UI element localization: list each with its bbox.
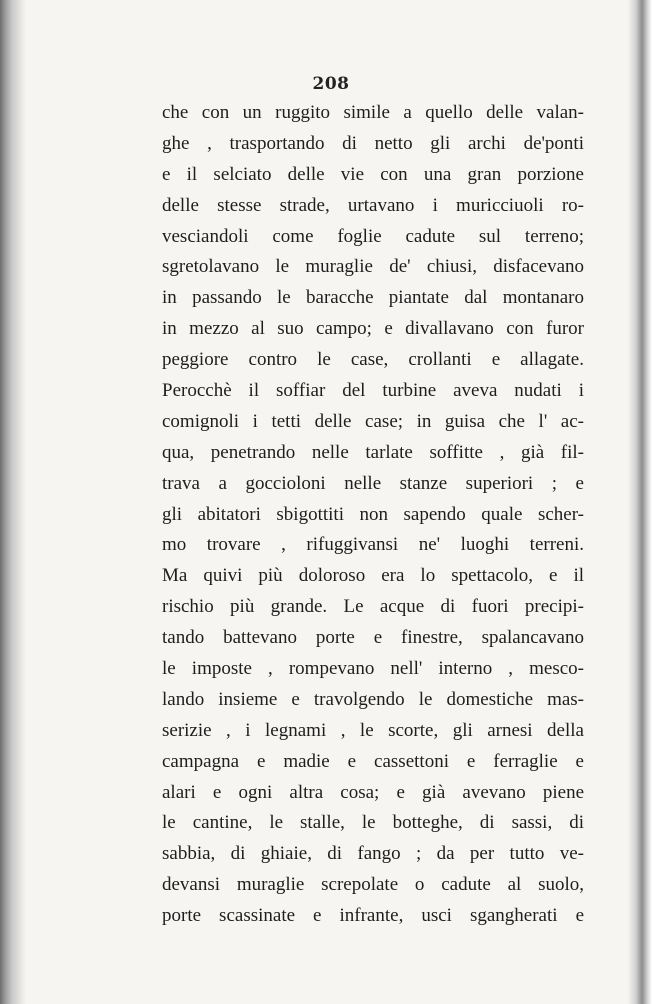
- text-line: e il selciato delle vie con una gran porzione: [162, 163, 584, 185]
- text-line: lando insieme e travolgendo le domestiche mas-: [162, 688, 584, 710]
- text-line: peggiore contro le case, crollanti e allagate.: [162, 349, 584, 371]
- text-line: comignoli i tetti delle case; in guisa che l' ac-: [162, 410, 584, 432]
- text-line: devansi muraglie screpolate o cadute al suolo,: [162, 874, 584, 896]
- text-line: rischio più grande. Le acque di fuori precipi-: [162, 596, 584, 618]
- text-line: mo trovare , rifuggivansi ne' luoghi terreni.: [162, 534, 584, 556]
- text-line: le imposte , rompevano nell' interno , mesco-: [162, 658, 584, 680]
- text-line: sgretolavano le muraglie de' chiusi, disfacevano: [162, 256, 584, 278]
- text-line: Ma quivi più doloroso era lo spettacolo, e il: [162, 565, 584, 587]
- text-line: qua, penetrando nelle tarlate soffitte , già fil-: [162, 441, 584, 463]
- text-line: trava a goccioloni nelle stanze superiori ; e: [162, 472, 584, 494]
- page-number: 208: [312, 74, 350, 94]
- page-edge-shadow: [628, 0, 662, 1004]
- text-line: in passando le baracche piantate dal montanaro: [162, 287, 584, 309]
- text-line: Perocchè il soffiar del turbine aveva nudati i: [162, 380, 584, 402]
- text-line: gli abitatori sbigottiti non sapendo quale scher-: [162, 503, 584, 525]
- text-line: le cantine, le stalle, le botteghe, di sassi, di: [162, 812, 584, 834]
- text-line: tando battevano porte e finestre, spalancavano: [162, 627, 584, 649]
- body-text: [162, 98, 584, 932]
- text-line: delle stesse strade, urtavano i muricciuoli ro-: [162, 194, 584, 216]
- text-line: vesciandoli come foglie cadute sul terreno;: [162, 225, 584, 247]
- text-line: sabbia, di ghiaie, di fango ; da per tutto ve-: [162, 843, 584, 865]
- text-line: campagna e madie e cassettoni e ferraglie e: [162, 750, 584, 772]
- text-line: porte scassinate e infrante, usci sgangherati e: [162, 905, 584, 927]
- page-gutter-shadow: [0, 0, 26, 1004]
- text-line: alari e ogni altra cosa; e già avevano piene: [162, 781, 584, 803]
- text-line: in mezzo al suo campo; e divallavano con furor: [162, 318, 584, 340]
- text-line: serizie , i legnami , le scorte, gli arnesi della: [162, 719, 584, 741]
- text-line: ghe , trasportando di netto gli archi de'ponti: [162, 132, 584, 154]
- text-line: che con un ruggito simile a quello delle valan-: [162, 102, 584, 123]
